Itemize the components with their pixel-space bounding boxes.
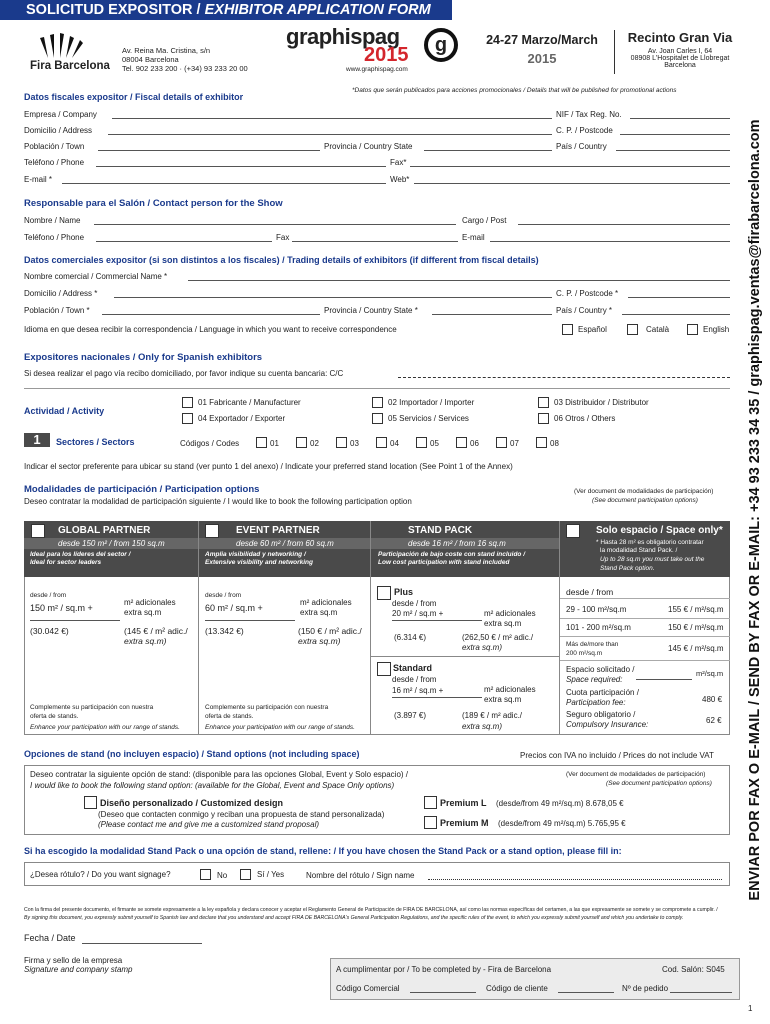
event-partner-checkbox[interactable] [205,524,219,538]
global-partner-name: GLOBAL PARTNER [58,525,151,536]
sector-code-08-checkbox[interactable] [536,437,547,448]
event-price: (13.342 €) [205,626,244,636]
nif-label: NIF / Tax Reg. No. [556,110,622,119]
premium-m-price: (desde/from 49 m²/sq.m) 5.765,95 € [498,819,626,828]
lang-english-checkbox[interactable] [687,324,698,335]
activity-06-checkbox[interactable] [538,413,549,424]
sector-code-06-label: 06 [470,439,479,448]
sector-codes [256,436,559,450]
contact-name-field[interactable] [94,224,456,225]
sector-code-05-label: 05 [430,439,439,448]
space-only-name: Solo espacio / Space only* [596,525,723,536]
contact-name-label: Nombre / Name [24,216,81,225]
activity-02-label: 02 Importador / Importer [388,398,475,407]
sector-code-05-checkbox[interactable] [416,437,427,448]
page-number: 1 [748,1004,753,1013]
address-label: Domicilio / Address [24,126,93,135]
fiscal-note: *Datos que serán publicados para acciones promocionales / Details that will be published for promotional actions [352,87,677,94]
phone-label: Teléfono / Phone [24,158,85,167]
lang-catalan-checkbox[interactable] [627,324,638,335]
client-code-field[interactable] [558,992,614,993]
commercial-code-field[interactable] [410,992,476,993]
company-label: Empresa / Company [24,110,97,119]
nif-field[interactable] [630,118,730,119]
contact-fax-label: Fax [276,233,290,242]
premium-m-label: Premium M [440,818,489,828]
sector-code-04-label: 04 [390,439,399,448]
contact-email-label: E-mail [462,233,485,242]
lang-catalan-label: Català [646,325,670,334]
premium-l-checkbox[interactable] [424,796,437,809]
sectors-label: Sectores / Sectors [56,437,135,447]
contact-fax-field[interactable] [292,241,458,242]
activity-05-label: 05 Servicios / Services [388,414,469,423]
postcode-label: C. P. / Postcode [556,126,613,135]
codes-label: Códigos / Codes [180,439,240,448]
state-field[interactable] [424,150,552,151]
activity-label: Actividad / Activity [24,406,105,416]
fira-logo-text: Fira Barcelona [30,60,110,72]
banner-title-es: SOLICITUD EXPOSITOR [26,2,193,18]
sector-code-07-checkbox[interactable] [496,437,507,448]
sector-note: Indicar el sector preferente para ubicar su stand (ver punto 1 del anexo) / Indicate your preferred stand location (See Point 1 of the Annex) [24,462,513,471]
graphispag-g-icon: g [424,28,458,62]
stand-pack-standard-checkbox[interactable] [377,662,391,676]
side-send-instructions: ENVIAR POR FAX O E-MAIL / SEND BY FAX OR E-MAIL: +34 93 233 34 35 / graphispag.ventas@firabarcelona.com [747,119,763,901]
stand-pack-standard-label: Standard [393,663,433,673]
trade-state-label: Provincia / Country State * [324,306,418,315]
graphispag-logo [286,24,466,74]
contact-title: Responsable para el Salón / Contact person for the Show [24,198,283,209]
fiscal-title: Datos fiscales expositor / Fiscal details of exhibitor [24,92,244,102]
show-dates: 24-27 Marzo/March 2015 [486,33,598,66]
sectors-number-badge: 1 [24,433,50,447]
contact-phone-label: Teléfono / Phone [24,233,85,242]
insurance-fee: 62 € [706,716,722,725]
trade-address-field[interactable] [114,297,552,298]
date-label: Fecha / Date [24,933,76,943]
premium-l-price: (desde/from 49 m²/sq.m) 8.678,05 € [496,799,624,808]
stand-options-title: Opciones de stand (no incluyen espacio) / Stand options (not including space) [24,749,360,759]
space-only-checkbox[interactable] [566,524,580,538]
header-divider [614,30,615,74]
country-field[interactable] [616,150,730,151]
email-label: E-mail * [24,175,53,184]
participation-fee: 480 € [702,695,723,704]
graphispag-web: www.graphispag.com [346,66,408,73]
sector-code-03-label: 03 [350,439,359,448]
fax-label: Fax* [390,158,407,167]
participation-ref-2: (See document participation options) [592,497,698,504]
event-extra-sqm-field[interactable] [205,620,295,621]
activity-05-checkbox[interactable] [372,413,383,424]
vat-note: Precios con IVA no incluido / Prices do not include VAT [520,751,714,760]
order-number-field[interactable] [670,992,732,993]
global-price: (30.042 €) [30,626,69,636]
activity-03-label: 03 Distribuidor / Distributor [554,398,649,407]
header-banner: SOLICITUD EXPOSITOR / EXHIBITOR APPLICATION FORM [0,0,452,20]
global-partner-desc-1: Ideal para los líderes del sector / [30,551,131,558]
signage-title: Si ha escogido la modalidad Stand Pack o una opción de stand, rellene: / If you have chosen the Stand Pack or a stand option, please fill in: [24,846,622,856]
country-label: País / Country [556,142,607,151]
trade-country-field[interactable] [622,314,730,315]
lang-spanish-label: Español [578,325,607,334]
activity-03-checkbox[interactable] [538,397,549,408]
address-field[interactable] [108,134,552,135]
sector-code-07-label: 07 [510,439,519,448]
fira-address: Av. Reina Ma. Cristina, s/n 08004 Barcelona Tel. 902 233 200 · (+34) 93 233 20 00 [122,46,248,73]
trade-state-field[interactable] [432,314,552,315]
sector-code-01-checkbox[interactable] [256,437,267,448]
legal-text: Con la firma del presente documento, el firmante se somete expresamente a la ley española y declara conocer y aceptar el Reglamento General de Participación de FIRA DE BARCELONA, así como las normas específicas del certamen, a las que expresamente se somete y se compromete a cumplir. / By signing this document, you expressly submit yourself to Spanish law and declare that you understand and accept FIRA DE BARCELONA's General Participation Regulations, and the specific rules of the event, to which you expressly submit yourself and which you undertake to comply. [24,907,718,921]
stand-pack-name: STAND PACK [408,525,473,536]
sector-code-08-label: 08 [550,439,559,448]
activity-04-checkbox[interactable] [182,413,193,424]
state-label: Provincia / Country State [324,142,413,151]
contact-email-field[interactable] [490,241,730,242]
sector-code-03-checkbox[interactable] [336,437,347,448]
web-field[interactable] [414,183,730,184]
trade-address-label: Domicilio / Address * [24,289,98,298]
activity-01-checkbox[interactable] [182,397,193,408]
trade-postcode-field[interactable] [628,297,730,298]
contact-phone-field[interactable] [96,241,272,242]
trade-town-label: Población / Town * [24,306,90,315]
graphispag-year: 2015 [364,44,409,66]
customized-design-checkbox[interactable] [84,796,97,809]
signage-yes-checkbox[interactable] [240,869,251,880]
participation-sub: Deseo contratar la modalidad de participación siguiente / I would like to book the following participation option [24,497,412,506]
venue-block: Recinto Gran Via Av. Joan Carles I, 64 08908 L'Hospitalet de Llobregat Barcelona [627,30,733,69]
town-label: Población / Town [24,142,85,151]
space-required-field[interactable] [636,679,692,680]
global-extra-sqm-field[interactable] [30,620,120,621]
sector-code-02-label: 02 [310,439,319,448]
premium-m-checkbox[interactable] [424,816,437,829]
event-partner-name: EVENT PARTNER [236,525,320,536]
trade-name-label: Nombre comercial / Commercial Name * [24,272,168,281]
stand-pack-size: desde 16 m² / from 16 sq.m [408,539,506,548]
contact-post-label: Cargo / Post [462,216,507,225]
national-title: Expositores nacionales / Only for Spanish exhibitors [24,352,263,363]
trade-name-field[interactable] [188,280,730,281]
participation-title: Modalidades de participación / Participation options [24,484,260,495]
salon-code: Cod. Salón: S045 [662,965,725,974]
event-partner-size: desde 60 m² / from 60 sq.m [236,539,334,548]
lang-spanish-checkbox[interactable] [562,324,573,335]
bank-account-field[interactable] [398,377,730,378]
global-partner-desc-2: Ideal for sector leaders [30,559,102,566]
trade-town-field[interactable] [102,314,320,315]
global-partner-checkbox[interactable] [31,524,45,538]
banner-title-en: EXHIBITOR APPLICATION FORM [204,2,431,18]
company-field[interactable] [112,118,552,119]
bank-account-label: Si desea realizar el pago vía recibo domiciliado, por favor indique su cuenta bancaria: C/C [24,369,344,378]
stand-pack-plus-label: Plus [394,587,414,597]
contact-post-field[interactable] [518,224,730,225]
activity-divider [24,388,730,389]
activity-01-label: 01 Fabricante / Manufacturer [198,398,301,407]
pack-plus-extra-sqm-field[interactable] [392,620,482,621]
activity-02-checkbox[interactable] [372,397,383,408]
pack-standard-extra-sqm-field[interactable] [392,697,482,698]
signage-no-checkbox[interactable] [200,869,211,880]
participation-ref-1: (Ver document de modalidades de participación) [574,488,714,495]
fira-logo-icon [30,32,114,60]
fax-field[interactable] [410,166,730,167]
sign-name-field[interactable] [428,879,722,880]
fira-logo [30,32,114,74]
trading-title: Datos comerciales expositor (si son distintos a los fiscales) / Trading details of exhibitors (if different from fiscal details) [24,255,539,265]
sector-code-02-checkbox[interactable] [296,437,307,448]
activity-04-label: 04 Exportador / Exporter [198,414,286,423]
sector-code-04-checkbox[interactable] [376,437,387,448]
date-field[interactable] [82,943,202,944]
sector-code-06-checkbox[interactable] [456,437,467,448]
stand-pack-plus-checkbox[interactable] [377,586,391,600]
language-label: Idioma en que desea recibir la correspondencia / Language in which you want to receive correspondence [24,325,397,334]
customized-design-label: Diseño personalizado / Customized design [100,798,284,808]
trade-postcode-label: C. P. / Postcode * [556,289,619,298]
lang-english-label: English [703,325,730,334]
email-field[interactable] [62,183,386,184]
premium-l-label: Premium L [440,798,487,808]
trade-country-label: País / Country * [556,306,613,315]
global-partner-size: desde 150 m² / from 150 sq.m [58,539,165,548]
graphispag-wordmark: graphispag [286,24,400,49]
phone-field[interactable] [96,166,386,167]
sector-code-01-label: 01 [270,439,279,448]
town-field[interactable] [98,150,320,151]
postcode-field[interactable] [620,134,730,135]
web-label: Web* [390,175,410,184]
activity-06-label: 06 Otros / Others [554,414,616,423]
